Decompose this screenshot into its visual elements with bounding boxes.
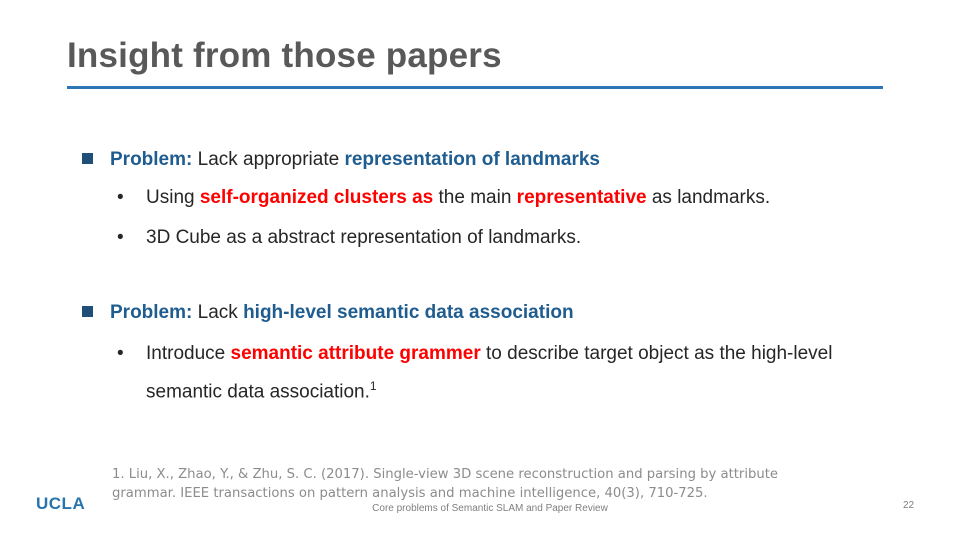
sub-item-1-text-a: Using <box>146 187 200 208</box>
sub-item-2-text: 3D Cube as a abstract representation of landmarks. <box>146 227 582 248</box>
sub-item-1-highlight-b: representative <box>516 187 647 208</box>
sub-item-3-line-2: semantic data association. <box>146 381 370 403</box>
problem-2-text: Lack <box>192 302 244 323</box>
sub-item-1 <box>117 187 770 209</box>
footer-text: Core problems of Semantic SLAM and Paper Review <box>372 503 608 514</box>
sub-item-3-continuation <box>146 379 377 403</box>
page-number: 22 <box>903 500 915 511</box>
dot-bullet-icon: • <box>117 227 124 248</box>
sub-item-1-text-c: as landmarks. <box>646 187 771 208</box>
ucla-logo: UCLA <box>36 494 86 513</box>
sub-item-3-text-b: to describe target object as the high-level <box>480 343 833 364</box>
problem-1-bullet <box>82 149 600 171</box>
sub-item-3-highlight: semantic attribute grammer <box>230 343 481 364</box>
dot-bullet-icon: • <box>117 187 124 208</box>
problem-2-bullet <box>82 302 574 324</box>
problem-2-label: Problem: <box>110 302 193 323</box>
sub-item-3 <box>117 343 832 365</box>
dot-bullet-icon: • <box>117 343 124 364</box>
problem-1-label: Problem: <box>110 149 193 170</box>
sub-item-2 <box>117 227 581 249</box>
problem-2-highlight: high-level semantic data association <box>243 302 574 323</box>
sub-item-1-highlight-a: self-organized clusters as <box>199 187 434 208</box>
square-bullet-icon <box>82 306 93 317</box>
reference-footnote: 1. Liu, X., Zhao, Y., & Zhu, S. C. (2017). Single-view 3D scene reconstruction and parsing by attribute grammar. IEEE transactions on pattern analysis and machine intelligence, 40(3), 710-725. <box>112 467 779 501</box>
square-bullet-icon <box>82 153 93 164</box>
title-divider <box>67 86 883 89</box>
problem-1-text: Lack appropriate <box>192 149 345 170</box>
problem-1-highlight: representation of landmarks <box>344 149 600 170</box>
sub-item-3-text-a: Introduce <box>146 343 231 364</box>
citation-superscript: 1 <box>369 379 377 393</box>
slide-title: Insight from those papers <box>67 36 502 75</box>
sub-item-1-text-b: the main <box>433 187 517 208</box>
